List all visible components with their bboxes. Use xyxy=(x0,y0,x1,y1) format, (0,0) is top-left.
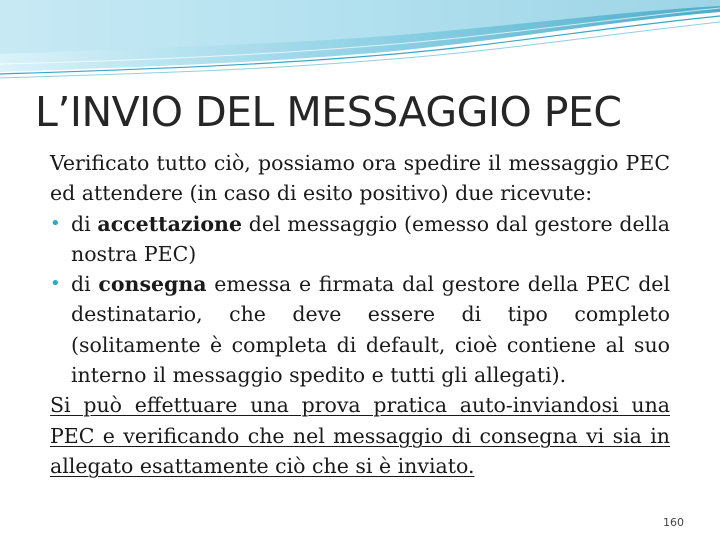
wave-header-decoration xyxy=(0,0,720,80)
bullet-icon: • xyxy=(50,273,61,295)
bullet-prefix: di xyxy=(71,272,99,297)
list-item xyxy=(50,269,670,390)
bullet-icon: • xyxy=(50,212,61,234)
slide-body xyxy=(50,148,670,481)
bullet-bold-term: accettazione xyxy=(97,211,242,236)
intro-paragraph: Verificato tutto ciò, possiamo ora spedire il messaggio PEC ed attendere (in caso di esito positivo) due ricevute: xyxy=(50,151,670,206)
bullet-prefix: di xyxy=(71,211,98,236)
slide-title: L’INVIO DEL MESSAGGIO PEC xyxy=(35,88,622,136)
closing-paragraph: Si può effettuare una prova pratica auto-inviandosi una PEC e verificando che nel messaggio di consegna vi sia in allegato esattamente ciò che si è inviato. xyxy=(50,393,670,478)
receipt-list xyxy=(50,209,670,391)
bullet-bold-term: consegna xyxy=(98,272,207,297)
list-item xyxy=(50,209,670,270)
page-number: 160 xyxy=(663,516,684,529)
bullet-text: emessa e firmata dal gestore della PEC del destinatario, che deve essere di tipo completo (solitamente è completa di default, cioè contiene al suo interno il messaggio spedito e tutti gli allegati). xyxy=(71,272,671,388)
bullet-text: del messaggio (emesso dal gestore della nostra PEC) xyxy=(71,211,671,266)
